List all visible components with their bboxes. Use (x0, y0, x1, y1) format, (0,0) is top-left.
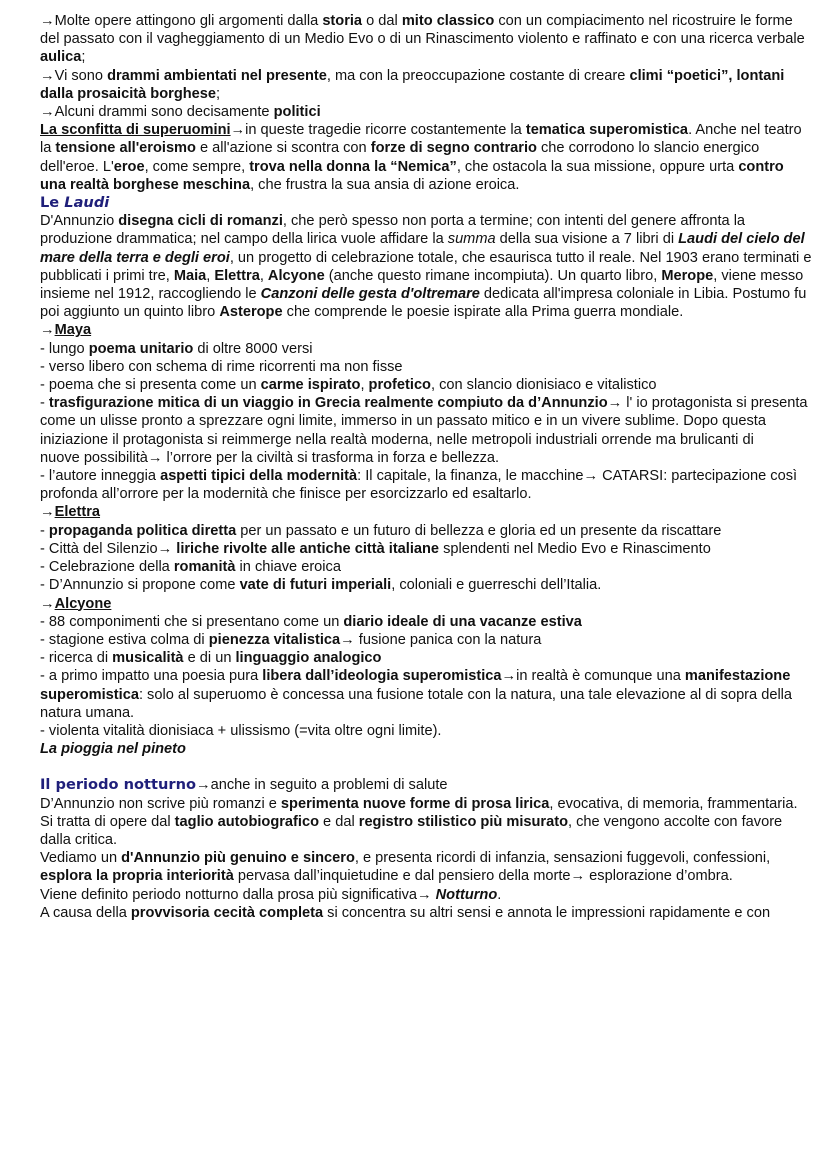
paragraph: Vediamo un d'Annunzio più genuino e sincero, e presenta ricordi di infanzia, sensazioni fuggevoli, confessioni, esplora la propria interiorità pervasa dall’inquietudine e dal pensiero della morte→ esplorazione d’ombra. (40, 850, 771, 885)
section-drammi (40, 12, 812, 194)
section-elettra (40, 503, 812, 594)
list-item: profonda all’orrore per la modernità che finisce per esorcizzarlo ed esaltarlo. (40, 486, 532, 503)
section-maya (40, 321, 812, 503)
list-item: iniziazione il protagonista si reimmerge nella realtà moderna, nelle metropoli industriali orrende ma brulicanti di (40, 431, 754, 448)
paragraph: →Vi sono drammi ambientati nel presente, ma con la preoccupazione costante di creare climi “poetici”, lontani dalla prosaicità borghese; (40, 67, 785, 102)
paragraph: D’Annunzio non scrive più romanzi e sperimenta nuove forme di prosa lirica, evocativa, di memoria, frammentaria. (40, 795, 798, 812)
list-item: - stagione estiva colma di pienezza vitalistica→ fusione panica con la natura (40, 631, 542, 648)
list-item: come un ulisse pronto a sprezzare ogni limite, immerso in un passato mitico e in un vivere sublime. Dopo questa (40, 413, 766, 430)
list-item: - violenta vitalità dionisiaca + ulissismo (=vita oltre ogni limite). (40, 722, 442, 739)
paragraph: →Alcuni drammi sono decisamente politici (40, 104, 321, 121)
paragraph: D'Annunzio disegna cicli di romanzi, che però spesso non porta a termine; con intenti del genere affronta la produzione drammatica; nel campo della lirica vuole affidare la summa della sua visione a 7 libri di Laudi del cielo del mare della terra e degli eroi, un progetto di celebrazione totale, che esaurisca tutto il reale. Nel 1903 erano terminati e pubblicati i primi tre, Maia, Elettra, Alcyone (anche questo rimane incompiuta). Un quarto libro, Merope, viene messo insieme nel 1912, raccogliendo le Canzoni delle gesta d'oltremare dedicata all'impresa coloniale in Libia. Postumo fu poi aggiunto un quinto libro Asterope che comprende le poesie ispirate alla Prima guerra mondiale. (40, 213, 812, 321)
list-item: - l’autore inneggia aspetti tipici della modernità: Il capitale, la finanza, le macchine→ CATARSI: partecipazione così (40, 468, 798, 485)
subheading-alcyone: →Alcyone (40, 595, 112, 612)
list-item: - propaganda politica diretta per un passato e un futuro di bellezza e gloria ed un presente da riscattare (40, 522, 722, 539)
section-notturno (40, 795, 812, 922)
heading-laudi: Le Laudi (40, 194, 110, 212)
section-laudi (40, 212, 812, 321)
paragraph: Si tratta di opere dal taglio autobiografico e dal registro stilistico più misurato, che vengono accolte con favore dalla critica. (40, 813, 783, 848)
heading-notturno-line (40, 776, 812, 794)
list-item: nuove possibilità→ l’orrore per la civiltà si trasforma in forza e bellezza. (40, 449, 500, 466)
list-item: natura umana. (40, 704, 135, 721)
heading-notturno: Il periodo notturno (40, 776, 197, 794)
paragraph: →Molte opere attingono gli argomenti dalla storia o dal mito classico con un compiacimento nel ricostruire le forme del passato con il vagheggiamento di un Medio Evo o di un Rinascimento violento e raffinato e con una ricerca verbale aulica; (40, 13, 805, 66)
paragraph: Viene definito periodo notturno dalla prosa più significativa→ Notturno. (40, 886, 502, 903)
list-item: - ricerca di musicalità e di un linguaggio analogico (40, 650, 382, 667)
spacer (40, 758, 812, 776)
list-item: - Città del Silenzio→ liriche rivolte alle antiche città italiane splendenti nel Medio Evo e Rinascimento (40, 540, 711, 557)
list-item: superomistica: solo al superuomo è concessa una fusione totale con la natura, una tale elevazione al di sopra della (40, 686, 793, 703)
list-item: - poema che si presenta come un carme ispirato, profetico, con slancio dionisiaco e vitalistico (40, 377, 657, 394)
list-item: - lungo poema unitario di oltre 8000 versi (40, 340, 313, 357)
section-alcyone (40, 595, 812, 759)
paragraph: La sconfitta di superuomini→in queste tragedie ricorre costantemente la tematica superomistica. Anche nel teatro la tensione all'eroismo e all'azione si scontra con forze di segno contrario che corrodono lo slancio energico dell'eroe. L'eroe, come sempre, trova nella donna la “Nemica”, che ostacola la sua missione, oppure urta contro una realtà borghese meschina, che frustra la sua ansia di azione eroica. (40, 122, 802, 193)
list-item: - 88 componimenti che si presentano come un diario ideale di una vacanze estiva (40, 613, 582, 630)
poem-title: La pioggia nel pineto (40, 741, 186, 758)
list-item: - Celebrazione della romanità in chiave eroica (40, 559, 341, 576)
list-item: - D’Annunzio si propone come vate di futuri imperiali, coloniali e guerreschi dell’Italia. (40, 577, 602, 594)
subheading-maya: →Maya (40, 322, 92, 339)
subheading-elettra: →Elettra (40, 504, 101, 521)
heading-notturno-rest: →anche in seguito a problemi di salute (196, 777, 448, 794)
list-item: - a primo impatto una poesia pura libera dall’ideologia superomistica→in realtà è comunque una manifestazione (40, 668, 791, 685)
list-item: - trasfigurazione mitica di un viaggio in Grecia realmente compiuto da d’Annunzio→ l' io protagonista si presenta (40, 395, 808, 412)
paragraph: A causa della provvisoria cecità completa si concentra su altri sensi e annota le impressioni rapidamente e con (40, 904, 771, 921)
list-item: - verso libero con schema di rime ricorrenti ma non fisse (40, 358, 403, 375)
